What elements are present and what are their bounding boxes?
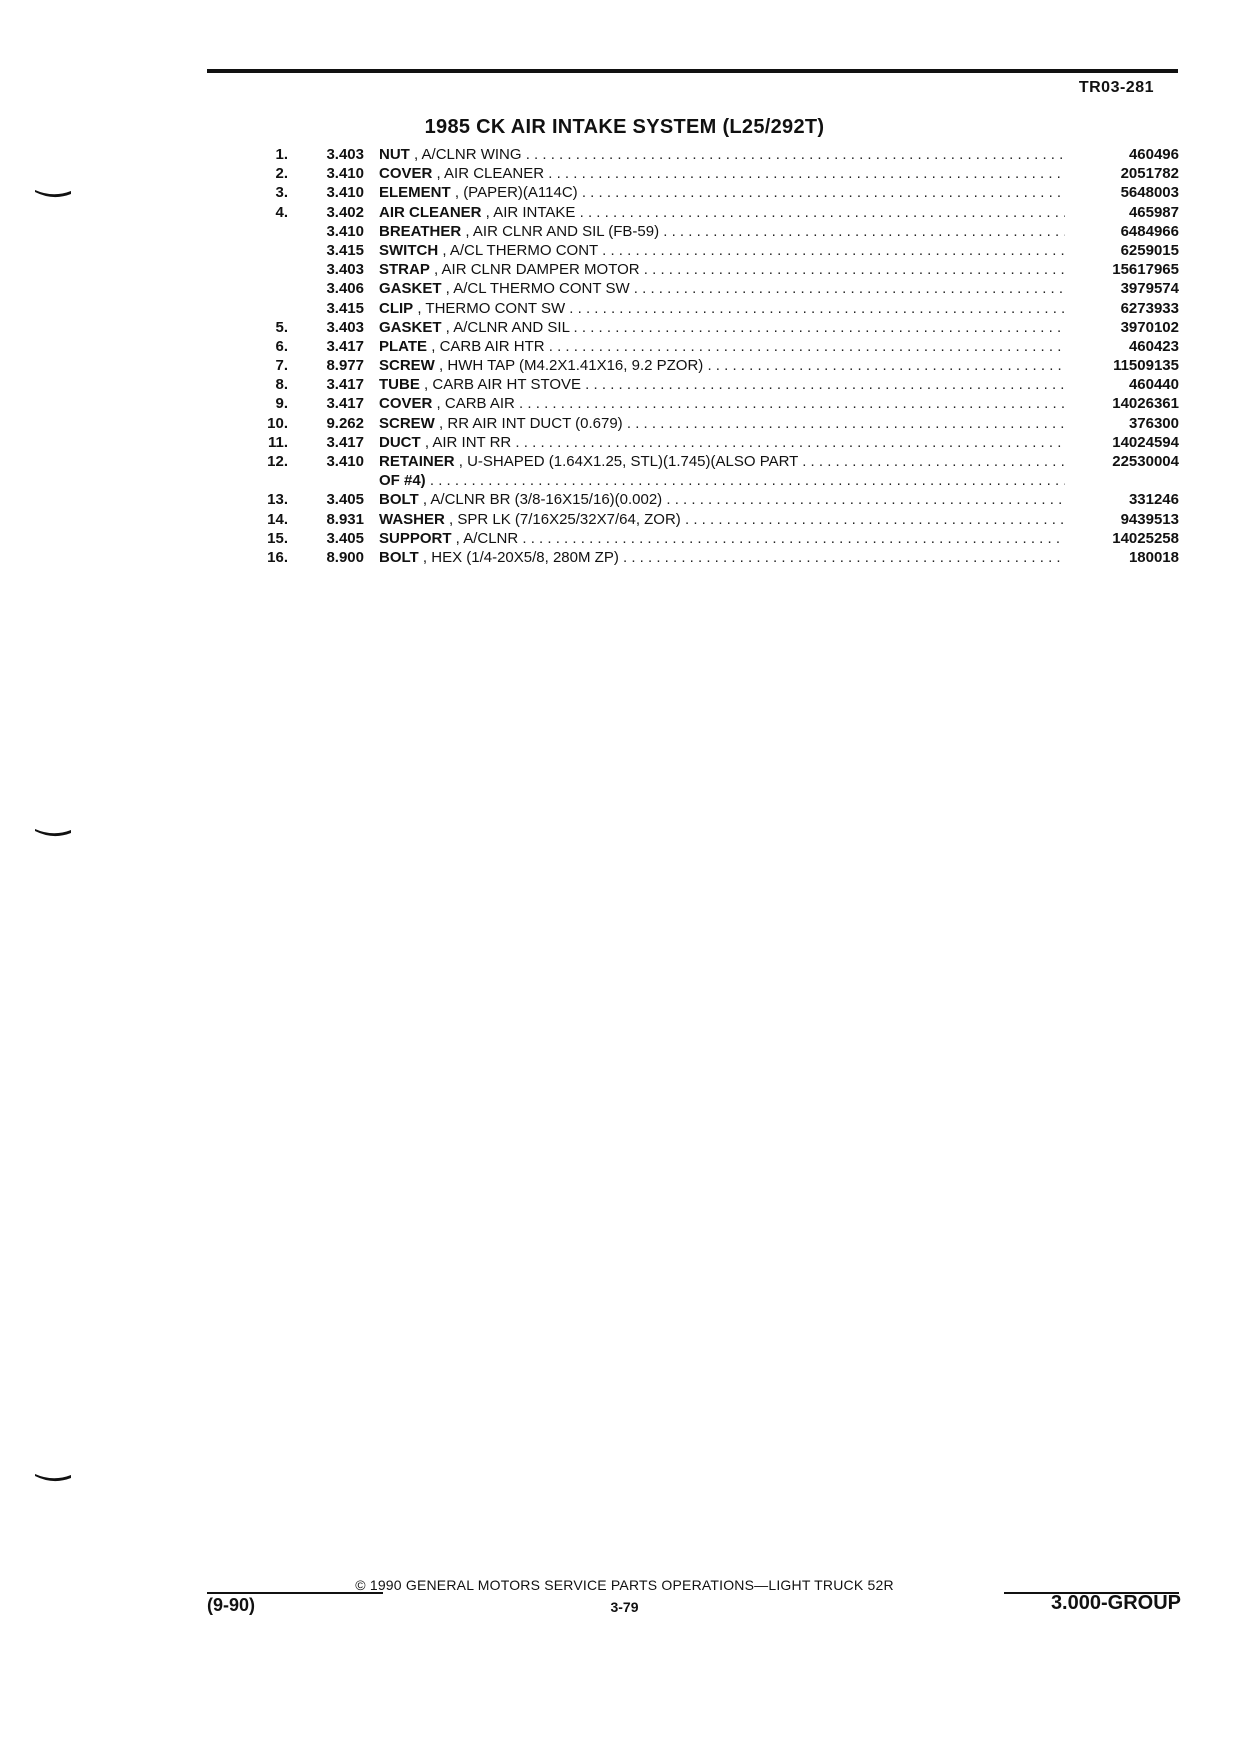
noun-separator: ,	[450, 184, 464, 202]
item-number: 8.	[275, 376, 288, 394]
part-noun: BOLT	[379, 491, 419, 509]
group-label: 3.000-GROUP	[1050, 1592, 1181, 1614]
part-description	[379, 356, 1065, 375]
group-number: 3.406	[326, 280, 364, 298]
part-description	[379, 222, 1065, 241]
noun-separator: ,	[438, 241, 450, 259]
noun-separator: ,	[434, 414, 448, 432]
group-number: 8.931	[326, 510, 364, 528]
part-modifier: A/CLNR BR (3/8-16X15/16)(0.002)	[430, 491, 663, 509]
continuation-text: OF #4)	[379, 472, 426, 490]
part-description-continued	[379, 471, 1065, 490]
item-number: 4.	[275, 203, 288, 221]
group-number: 3.402	[326, 203, 364, 221]
part-description	[379, 433, 1065, 452]
part-description	[379, 279, 1065, 298]
part-row	[260, 145, 1179, 164]
part-number: 6259015	[1120, 241, 1179, 259]
part-description	[379, 260, 1065, 279]
binder-hole-mark	[34, 827, 72, 837]
header-rule	[207, 69, 1178, 73]
noun-separator: ,	[420, 433, 433, 451]
item-number: 11.	[267, 433, 288, 451]
part-modifier: A/CLNR WING	[421, 146, 522, 163]
part-noun: COVER	[379, 395, 433, 413]
group-number: 3.410	[326, 453, 364, 470]
part-modifier: A/CLNR AND SIL	[453, 318, 570, 336]
part-noun: RETAINER	[379, 453, 455, 470]
part-modifier: HEX (1/4-20X5/8, 280M ZP)	[431, 548, 619, 566]
part-modifier: U-SHAPED (1.64X1.25, STL)(1.745)(ALSO PART	[467, 453, 799, 470]
noun-separator: ,	[441, 318, 454, 336]
part-modifier: A/CLNR	[463, 529, 519, 547]
item-number: 1.	[275, 146, 288, 163]
part-noun: SCREW	[379, 357, 435, 375]
noun-separator: ,	[454, 453, 468, 470]
part-row	[260, 394, 1179, 413]
item-number: 13.	[267, 491, 288, 509]
noun-separator: ,	[441, 280, 454, 298]
part-row	[260, 490, 1179, 509]
part-description	[379, 490, 1065, 509]
noun-separator: ,	[413, 299, 426, 317]
part-row	[260, 375, 1179, 394]
part-noun: TUBE	[379, 376, 420, 394]
part-modifier: AIR INT RR	[432, 433, 512, 451]
part-row	[260, 222, 1179, 241]
part-number: 9439513	[1120, 510, 1179, 528]
part-number: 14025258	[1112, 529, 1179, 547]
item-number: 14.	[267, 510, 288, 528]
part-description	[379, 337, 1065, 356]
part-modifier: CARB AIR HT STOVE	[432, 376, 582, 394]
part-row	[260, 299, 1179, 318]
page-title: 1985 CK AIR INTAKE SYSTEM (L25/292T)	[424, 116, 825, 138]
noun-separator: ,	[444, 510, 458, 528]
part-noun: ELEMENT	[379, 184, 451, 202]
part-number: 5648003	[1120, 184, 1179, 202]
part-modifier: RR AIR INT DUCT (0.679)	[447, 414, 623, 432]
part-modifier: AIR CLNR DAMPER MOTOR	[441, 261, 640, 279]
part-description	[379, 375, 1065, 394]
document-id: TR03-281	[1078, 79, 1154, 96]
part-number: 3970102	[1120, 318, 1179, 336]
part-description	[379, 452, 1065, 471]
group-number: 3.417	[326, 337, 364, 355]
group-number: 9.262	[326, 414, 364, 432]
noun-separator: ,	[432, 395, 445, 413]
part-row	[260, 433, 1179, 452]
part-noun: STRAP	[379, 261, 430, 279]
noun-separator: ,	[461, 222, 473, 240]
part-number: 11509135	[1113, 357, 1179, 375]
part-modifier: THERMO CONT SW	[425, 299, 566, 317]
group-number: 3.403	[326, 146, 364, 163]
part-noun: COVER	[379, 165, 433, 183]
part-description	[379, 529, 1065, 548]
part-modifier: AIR CLNR AND SIL (FB-59)	[472, 222, 660, 240]
group-number: 3.415	[326, 241, 364, 259]
part-row	[260, 510, 1179, 529]
page-number: 3-79	[610, 1599, 639, 1615]
revision-date: (9-90)	[207, 1595, 256, 1615]
part-number: 460440	[1128, 376, 1179, 394]
part-noun: SCREW	[379, 414, 435, 432]
item-number: 15.	[267, 529, 288, 547]
part-noun: WASHER	[379, 510, 445, 528]
item-number: 3.	[275, 184, 288, 202]
group-number: 3.410	[326, 184, 364, 202]
part-number: 465987	[1128, 203, 1179, 221]
group-number: 3.405	[326, 491, 364, 509]
part-noun: GASKET	[379, 280, 442, 298]
part-row	[260, 183, 1179, 202]
item-number: 16.	[267, 548, 288, 566]
part-row	[260, 529, 1179, 548]
item-number: 2.	[275, 165, 288, 183]
noun-separator: ,	[409, 146, 422, 163]
part-number: 15617965	[1112, 261, 1179, 279]
part-description	[379, 318, 1065, 337]
group-number: 3.405	[326, 529, 364, 547]
part-row	[260, 337, 1179, 356]
part-number: 6484966	[1120, 222, 1179, 240]
noun-separator: ,	[419, 376, 433, 394]
group-number: 3.403	[326, 261, 364, 279]
part-modifier: CARB AIR	[444, 395, 515, 413]
part-noun: BREATHER	[379, 222, 462, 240]
group-number: 8.977	[326, 357, 364, 375]
part-row	[260, 548, 1179, 567]
part-row	[260, 241, 1179, 260]
group-number: 3.417	[326, 433, 364, 451]
noun-separator: ,	[481, 203, 494, 221]
copyright-notice: © 1990 GENERAL MOTORS SERVICE PARTS OPERATIONS—LIGHT TRUCK 52R	[355, 1577, 894, 1593]
noun-separator: ,	[451, 529, 464, 547]
noun-separator: ,	[429, 261, 442, 279]
part-noun: SWITCH	[379, 241, 439, 259]
part-modifier: AIR CLEANER	[444, 165, 545, 183]
group-number: 3.410	[326, 165, 364, 183]
noun-separator: ,	[418, 491, 431, 509]
part-noun: SUPPORT	[379, 529, 452, 547]
part-number: 6273933	[1120, 299, 1179, 317]
part-row	[260, 356, 1179, 375]
item-number: 10.	[267, 414, 288, 432]
part-description	[379, 414, 1065, 433]
part-modifier: HWH TAP (M4.2X1.41X16, 9.2 PZOR)	[447, 357, 704, 375]
part-number: 14024594	[1112, 433, 1179, 451]
part-noun: AIR CLEANER	[379, 203, 482, 221]
part-description	[379, 241, 1065, 260]
part-row	[260, 452, 1179, 490]
part-description	[379, 203, 1065, 222]
part-modifier: A/CL THERMO CONT SW	[453, 280, 630, 298]
part-number: 460423	[1128, 337, 1179, 355]
item-number: 7.	[275, 357, 288, 375]
part-description	[379, 299, 1065, 318]
item-number: 6.	[275, 337, 288, 355]
part-modifier: SPR LK (7/16X25/32X7/64, ZOR)	[457, 510, 681, 528]
part-number: 331246	[1128, 491, 1179, 509]
part-number: 14026361	[1112, 395, 1179, 413]
part-noun: BOLT	[379, 548, 419, 566]
part-row	[260, 203, 1179, 222]
part-description	[379, 548, 1065, 567]
part-number: 180018	[1128, 548, 1179, 566]
noun-separator: ,	[434, 357, 448, 375]
noun-separator: ,	[418, 548, 432, 566]
parts-list	[260, 145, 1179, 567]
group-number: 3.415	[326, 299, 364, 317]
binder-hole-mark	[34, 1472, 72, 1482]
part-description	[379, 394, 1065, 413]
part-description	[379, 183, 1065, 202]
part-row	[260, 414, 1179, 433]
part-description	[379, 510, 1065, 529]
group-number: 8.900	[326, 548, 364, 566]
part-description	[379, 164, 1065, 183]
group-number: 3.410	[326, 222, 364, 240]
part-noun: GASKET	[379, 318, 442, 336]
group-number: 3.417	[326, 376, 364, 394]
item-number: 5.	[275, 318, 288, 336]
item-number: 12.	[267, 453, 288, 470]
part-noun: NUT	[379, 146, 410, 163]
binder-hole-mark	[34, 188, 72, 198]
part-number: 3979574	[1120, 280, 1179, 298]
part-noun: CLIP	[379, 299, 414, 317]
part-number: 22530004	[1112, 453, 1179, 470]
part-modifier: A/CL THERMO CONT	[449, 241, 598, 259]
part-noun: PLATE	[379, 337, 428, 355]
noun-separator: ,	[432, 165, 445, 183]
part-description	[379, 145, 1065, 164]
part-modifier: (PAPER)(A114C)	[463, 184, 578, 202]
part-number: 2051782	[1120, 165, 1179, 183]
part-row	[260, 279, 1179, 298]
part-row	[260, 318, 1179, 337]
part-row	[260, 164, 1179, 183]
item-number: 9.	[275, 395, 288, 413]
part-modifier: AIR INTAKE	[493, 203, 576, 221]
group-number: 3.417	[326, 395, 364, 413]
noun-separator: ,	[427, 337, 440, 355]
part-number: 376300	[1128, 414, 1179, 432]
part-noun: DUCT	[379, 433, 421, 451]
group-number: 3.403	[326, 318, 364, 336]
part-modifier: CARB AIR HTR	[439, 337, 545, 355]
part-number: 460496	[1128, 146, 1179, 163]
part-row	[260, 260, 1179, 279]
